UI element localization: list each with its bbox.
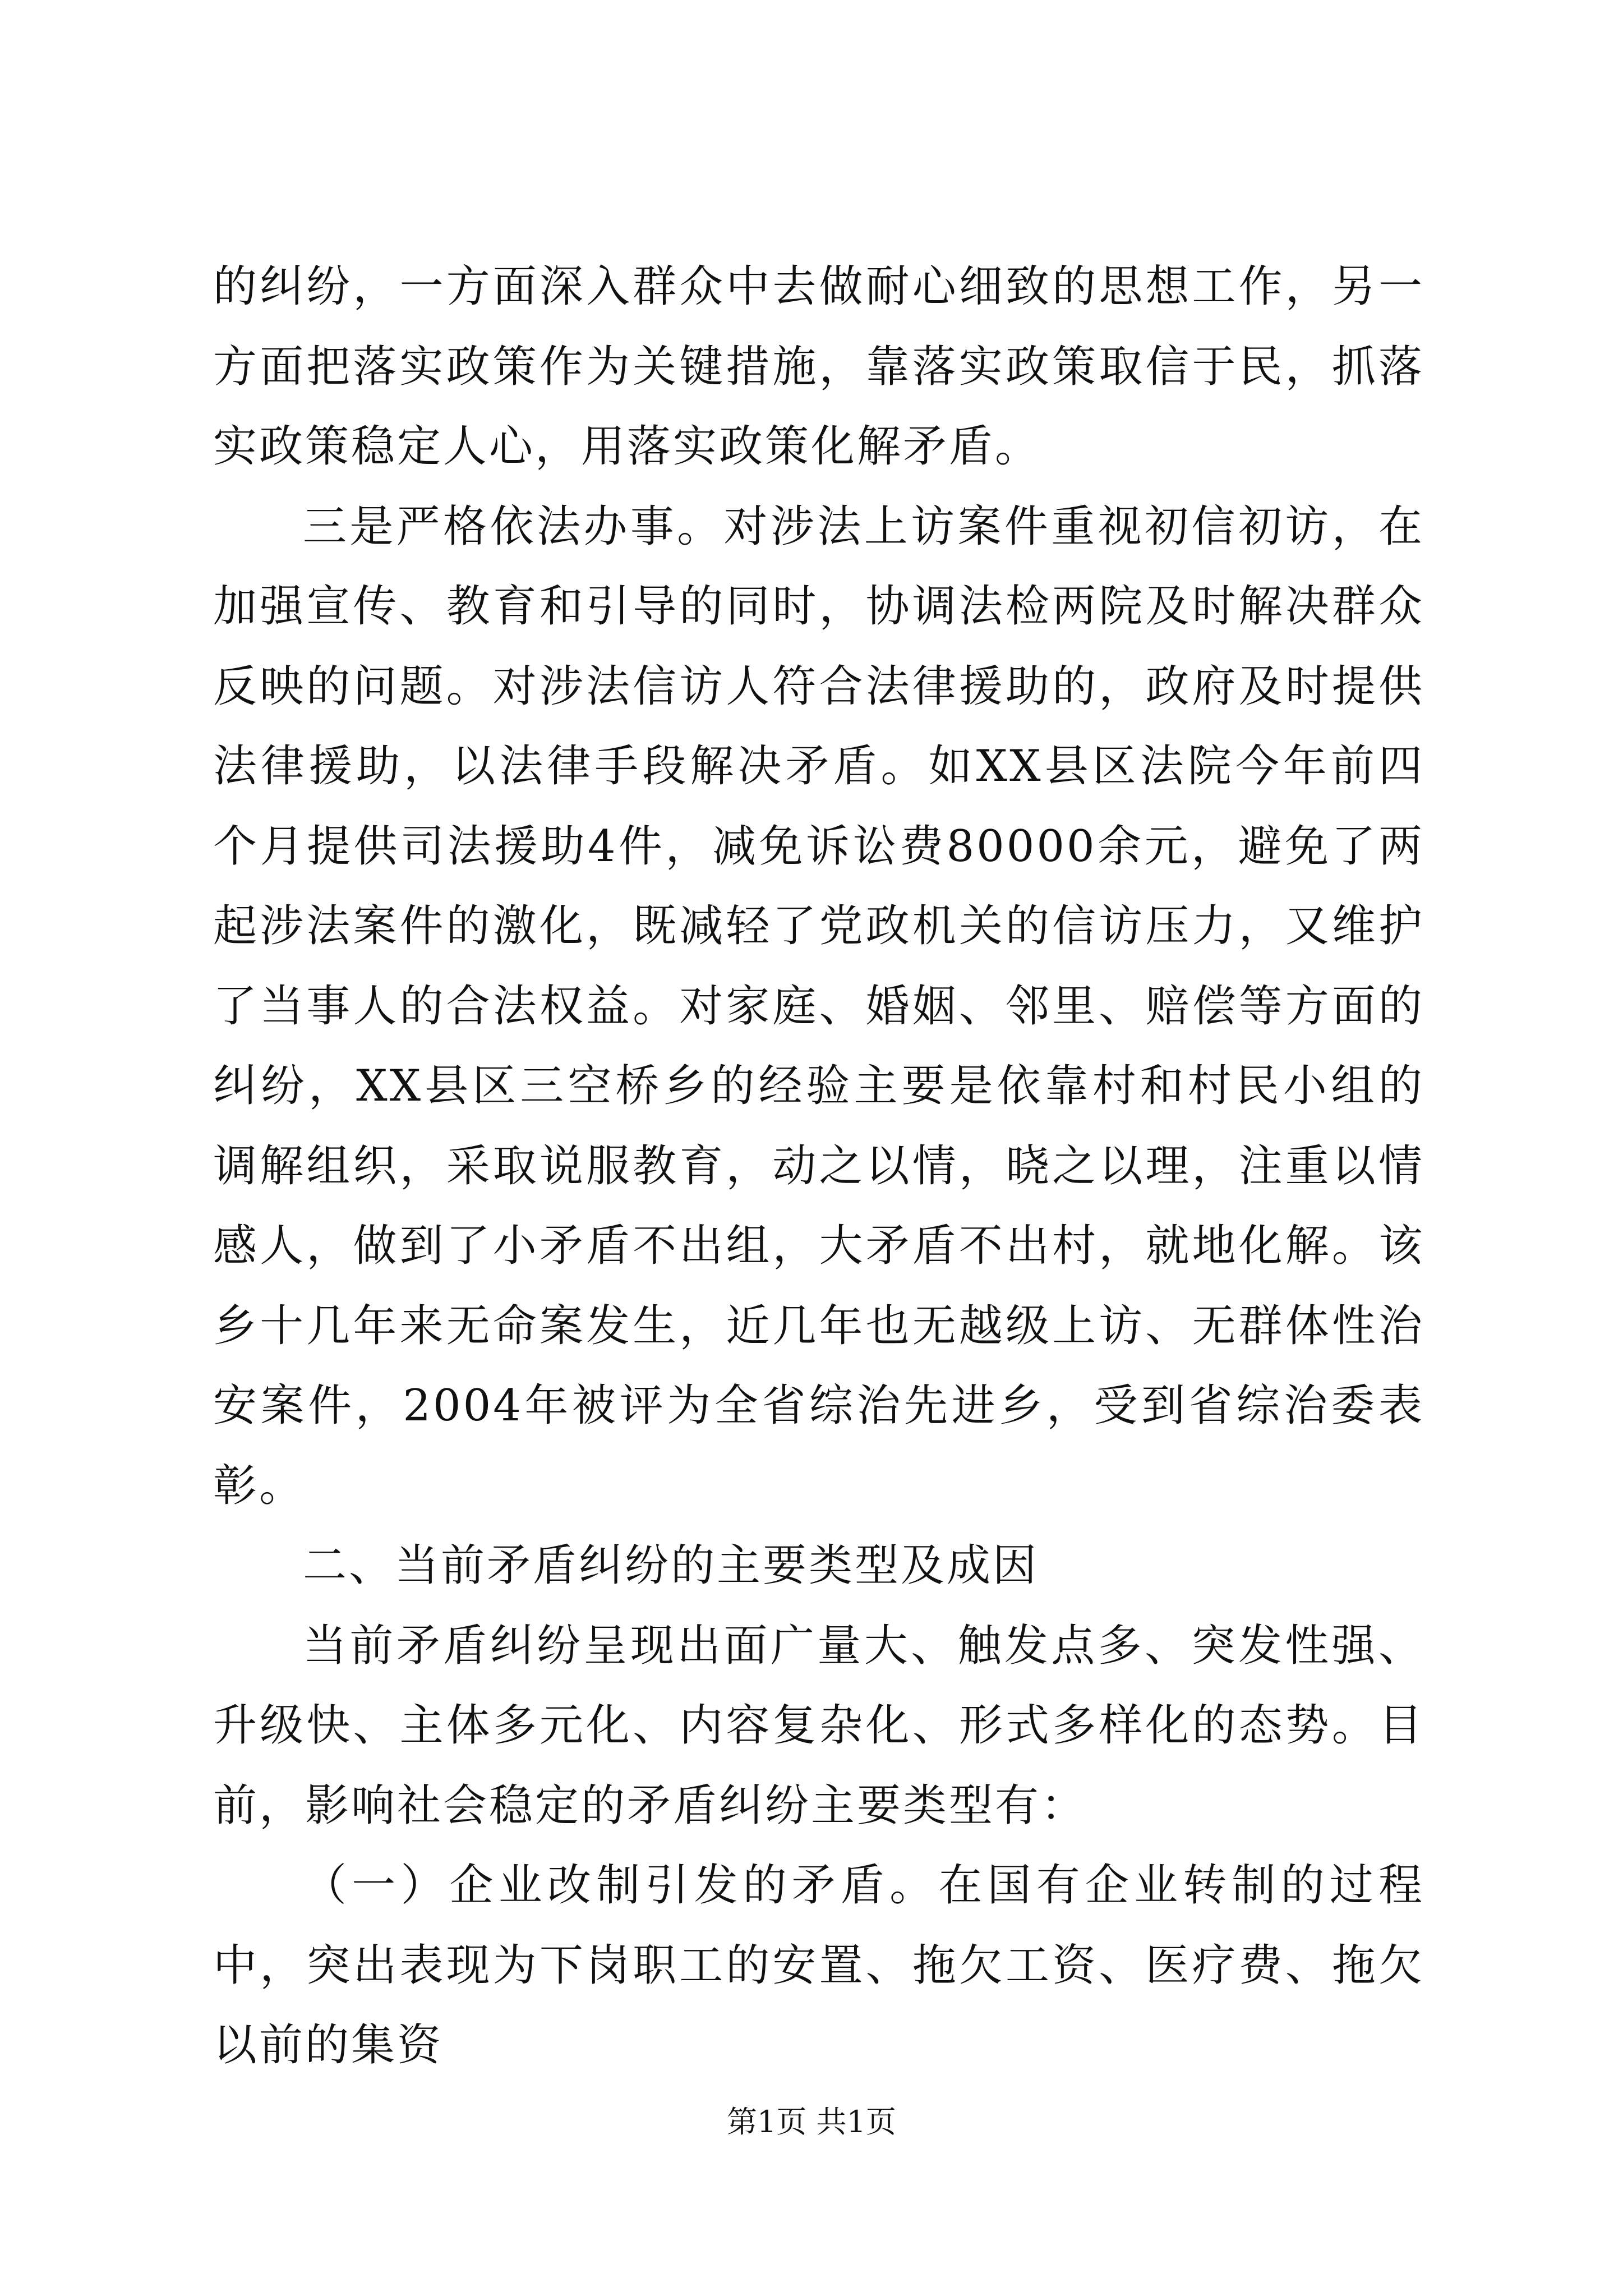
paragraph-legal-handling: 三是严格依法办事。对涉法上访案件重视初信初访，在加强宣传、教育和引导的同时，协调法检两院及时解决群众反映的问题。对涉法信访人符合法律援助的，政府及时提供法律援助，以法律手段解决矛盾。如XX县区法院今年前四个月提供司法援助4件，减免诉讼费80000余元，避免了两起涉法案件的激化，既减轻了党政机关的信访压力，又维护了当事人的合法权益。对家庭、婚姻、邻里、赔偿等方面的纠纷，XX县区三空桥乡的经验主要是依靠村和村民小组的调解组织，采取说服教育，动之以情，晓之以理，注重以情感人，做到了小矛盾不出组，大矛盾不出村，就地化解。该乡十几年来无命案发生，近几年也无越级上访、无群体性治安案件，2004年被评为全省综治先进乡，受到省综治委表彰。 — [213, 501, 1424, 1511]
paragraph-overview: 当前矛盾纠纷呈现出面广量大、触发点多、突发性强、升级快、主体多元化、内容复杂化、形式多样化的态势。目前，影响社会稳定的矛盾纠纷主要类型有： — [213, 1620, 1424, 1831]
page-footer: 第1页 共1页 — [727, 2104, 896, 2139]
document-body — [213, 247, 1424, 2086]
paragraph-continued: 的纠纷，一方面深入群众中去做耐心细致的思想工作，另一方面把落实政策作为关键措施，靠落实政策取信于民，抓落实政策稳定人心，用落实政策化解矛盾。 — [213, 261, 1424, 472]
section-heading: 二、当前矛盾纠纷的主要类型及成因 — [303, 1540, 1039, 1591]
paragraph-enterprise-reform: （一）企业改制引发的矛盾。在国有企业转制的过程中，突出表现为下岗职工的安置、拖欠工资、医疗费、拖欠以前的集资 — [213, 1860, 1424, 2070]
